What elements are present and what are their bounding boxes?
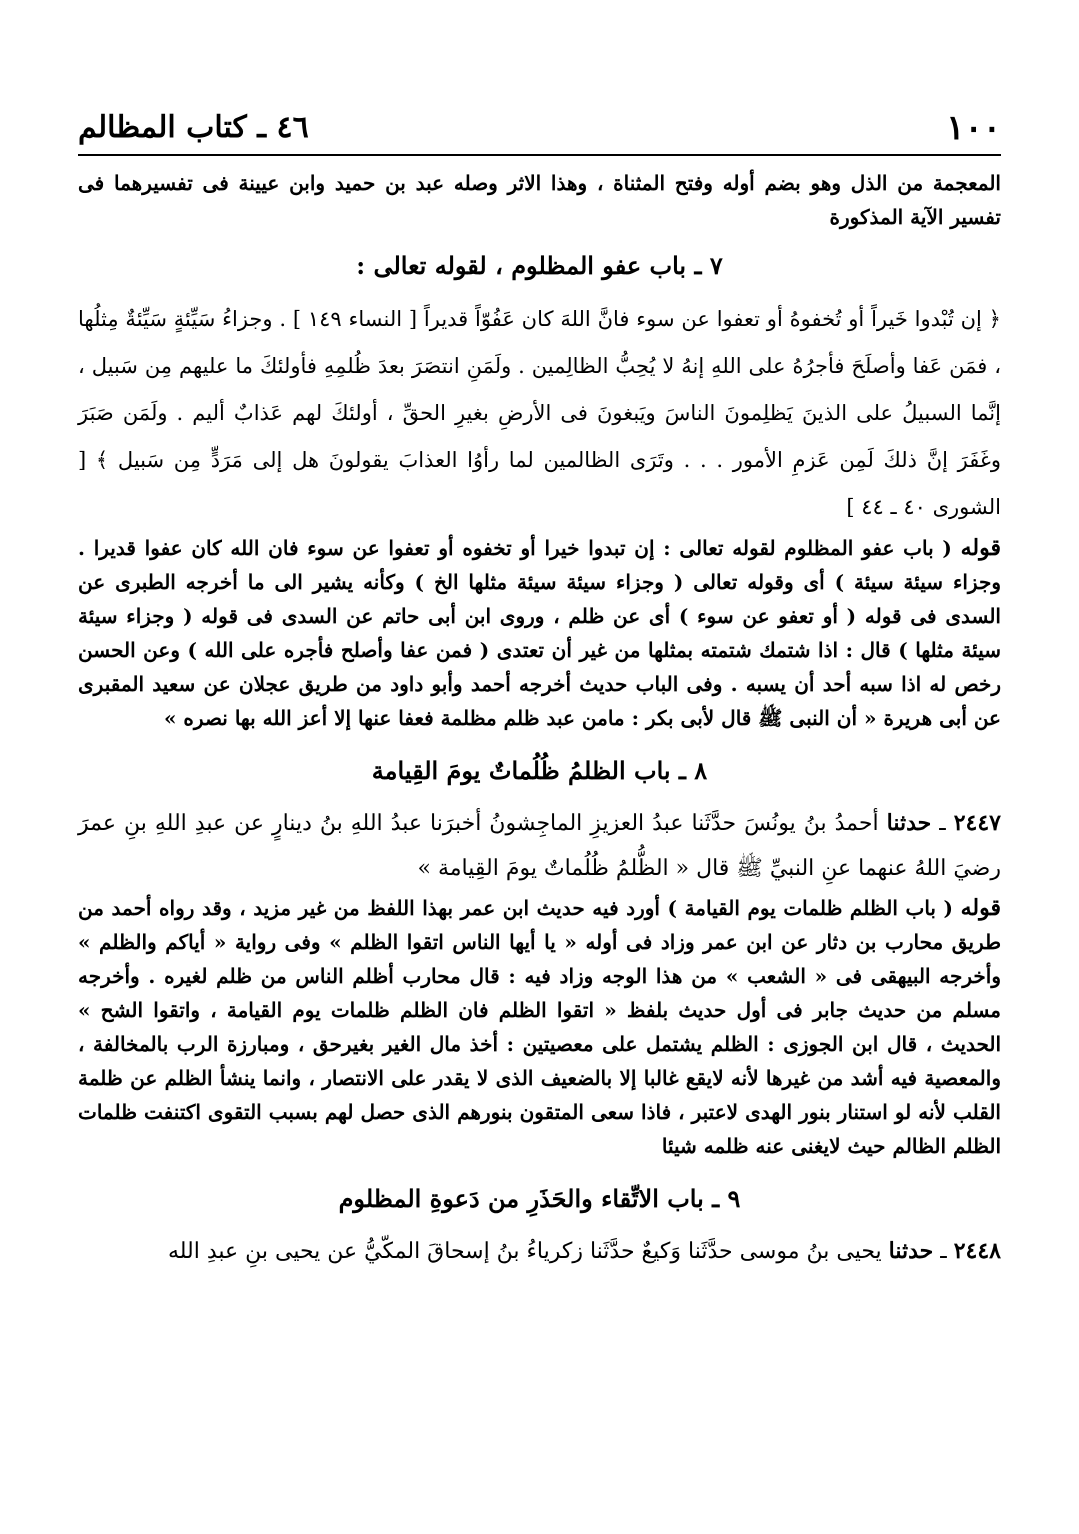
page-header <box>78 108 1001 158</box>
lead-word: قوله <box>960 895 1001 921</box>
page-content <box>78 166 1001 1274</box>
paragraph-text: ( باب الظلم ظلمات يوم القيامة ) أورد فيه حديث ابن عمر بهذا اللفظ من غير مزيد ، وقد رواه أحمد من طريق محارب بن دثار عن ابن عمر وزاد فى أوله « يا أيها الناس اتقوا الظلم » وفى رواية « أياكم والظلم » وأخرجه البيهقى فى « الشعب » من هذا الوجه وزاد فيه : قال محارب أظلم الناس من ظلم لغيره . وأخرجه مسلم من حديث جابر فى أول حديث بلفظ « اتقوا الظلم فان الظلم ظلمات يوم القيامة ، واتقوا الشح » الحديث ، قال ابن الجوزى : الظلم يشتمل على معصيتين : أخذ مال الغير بغيرحق ، ومبارزة الرب بالمخالفة ، والمعصية فيه أشد من غيرها لأنه لايقع غالبا إلا بالضعيف الذى لا يقدر على الانتصار ، وانما ينشأ الظلم عن ظلمة القلب لأنه لو استنار بنور الهدى لاعتبر ، فاذا سعى المتقون بنورهم الذى حصل لهم بسبب التقوى اكتنفت ظلمات الظلم الظالم حيث لايغنى عنه ظلمه شيئا <box>78 896 1001 1158</box>
hadith-paragraph: ٢٤٤٧ ـ حدثنا أحمدُ بنُ يونُسَ حدَّثَنا عبدُ العزيزِ الماجِشونُ أخبرَنا عبدُ اللهِ بنُ دينارٍ عن عبدِ اللهِ بنِ عمرَ رضيَ اللهُ عنهما عنِ النبيِّ ﷺ قال « الظُّلمُ ظُلُماتٌ يومَ القِيامة » <box>78 810 1001 881</box>
paragraph-text: المعجمة من الذل وهو بضم أوله وفتح المثناة ، وهذا الاثر وصله عبد بن حميد وابن عيينة فى تفسيرهما فى تفسير الآية المذكورة <box>78 171 1001 229</box>
paragraph-text: يحيى بنُ موسى حدَّثَنا وَكيعٌ حدَّثَنا زكرياءُ بنُ إسحاقَ المكّيُّ عن يحيى بنِ عبدِ الله <box>167 1239 882 1264</box>
chapter-heading <box>78 1177 1001 1221</box>
paragraph-text: ﴿ إن تُبْدوا خَيراً أو تُخفوهُ أو تعفوا عن سوء فانَّ اللهَ كان عَفُوّاً قديراً [ النساء ١٤٩ ] . وجزاءُ سَيِّئةٍ سَيِّئةٌ مِثلُها ، فمَن عَفا وأصلَحَ فأجرُهُ على اللهِ إنهُ لا يُحِبُّ الظالِمين . ولَمَنِ انتصَرَ بعدَ ظُلمِهِ فأولئكَ ما عليهم مِن سَبيل ، إنَّما السبيلُ على الذينَ يَظلِمونَ الناسَ ويَبغونَ فى الأرضِ بغيرِ الحقِّ ، أولئكَ لهم عَذابٌ أليم . ولَمَن صَبَرَ وغَفَرَ إنَّ ذلكَ لَمِن عَزمِ الأمور . . . وتَرَى الظالمين لما رأوُا العذابَ يقولونَ هل إلى مَرَدٍّ مِن سَبيل ﴾ [ الشورى ٤٠ ـ ٤٤ ] <box>78 307 1001 519</box>
lead-word: حدثنا <box>886 810 932 836</box>
chapter-heading <box>78 244 1001 288</box>
hadith-number: ٢٤٤٧ <box>953 810 1001 836</box>
paragraph-text: ( باب عفو المظلوم لقوله تعالى : إن تبدوا خيرا أو تخفوه أو تعفوا عن سوء فان الله كان عفوا قديرا . وجزاء سيئة سيئة ) أى وقوله تعالى ( وجزاء سيئة سيئة مثلها الخ ) وكأنه يشير الى ما أخرجه الطبرى عن السدى فى قوله ( أو تعفو عن سوء ) أى عن ظلم ، وروى ابن أبى حاتم عن السدى فى قوله ( وجزاء سيئة سيئة مثلها ) قال : اذا شتمك شتمته بمثلها من غير أن تعتدى ( فمن عفا وأصلح فأجره على الله ) وعن الحسن رخص له اذا سبه أحد أن يسبه . وفى الباب حديث أخرجه أحمد وأبو داود من طريق عجلان عن سعيد المقبرى عن أبى هريرة « أن النبى ﷺ قال لأبى بكر : مامن عبد ظلم مظلمة فعفا عنها إلا أعز الله بها نصره » <box>78 536 1001 730</box>
hadith-paragraph: ٢٤٤٨ ـ حدثنا يحيى بنُ موسى حدَّثَنا وَكيعٌ حدَّثَنا زكرياءُ بنُ إسحاقَ المكّيُّ عن يحيى بنِ عبدِ الله <box>167 1238 1001 1264</box>
commentary-paragraph <box>78 531 1001 735</box>
page-number: ١٠٠ <box>946 108 1001 148</box>
chapter-heading <box>78 749 1001 793</box>
book-title: ٤٦ ـ كتاب المظالم <box>78 110 309 145</box>
chapter-heading-text: ٧ ـ باب عفو المظلوم ، لقوله تعالى : <box>356 251 723 280</box>
hadith-number: ٢٤٤٨ <box>953 1238 1001 1264</box>
paragraph-text: أحمدُ بنُ يونُسَ حدَّثَنا عبدُ العزيزِ الماجِشونُ أخبرَنا عبدُ اللهِ بنُ دينارٍ عن عبدِ اللهِ بنِ عمرَ رضيَ اللهُ عنهما عنِ النبيِّ ﷺ قال « الظُّلمُ ظُلُماتٌ يومَ القِيامة » <box>78 811 1001 881</box>
commentary-paragraph <box>78 891 1001 1163</box>
lead-word: قوله <box>960 535 1001 561</box>
quran-quote <box>78 296 1001 531</box>
chapter-heading-text: ٩ ـ باب الاتِّقاء والحَذَرِ من دَعوةِ المظلوم <box>338 1184 741 1213</box>
lead-word: حدثنا <box>888 1238 934 1264</box>
chapter-heading-text: ٨ ـ باب الظلمُ ظُلُماتٌ يومَ القِيامة <box>371 756 708 785</box>
commentary-paragraph <box>78 166 1001 234</box>
header-rule <box>78 154 1001 156</box>
